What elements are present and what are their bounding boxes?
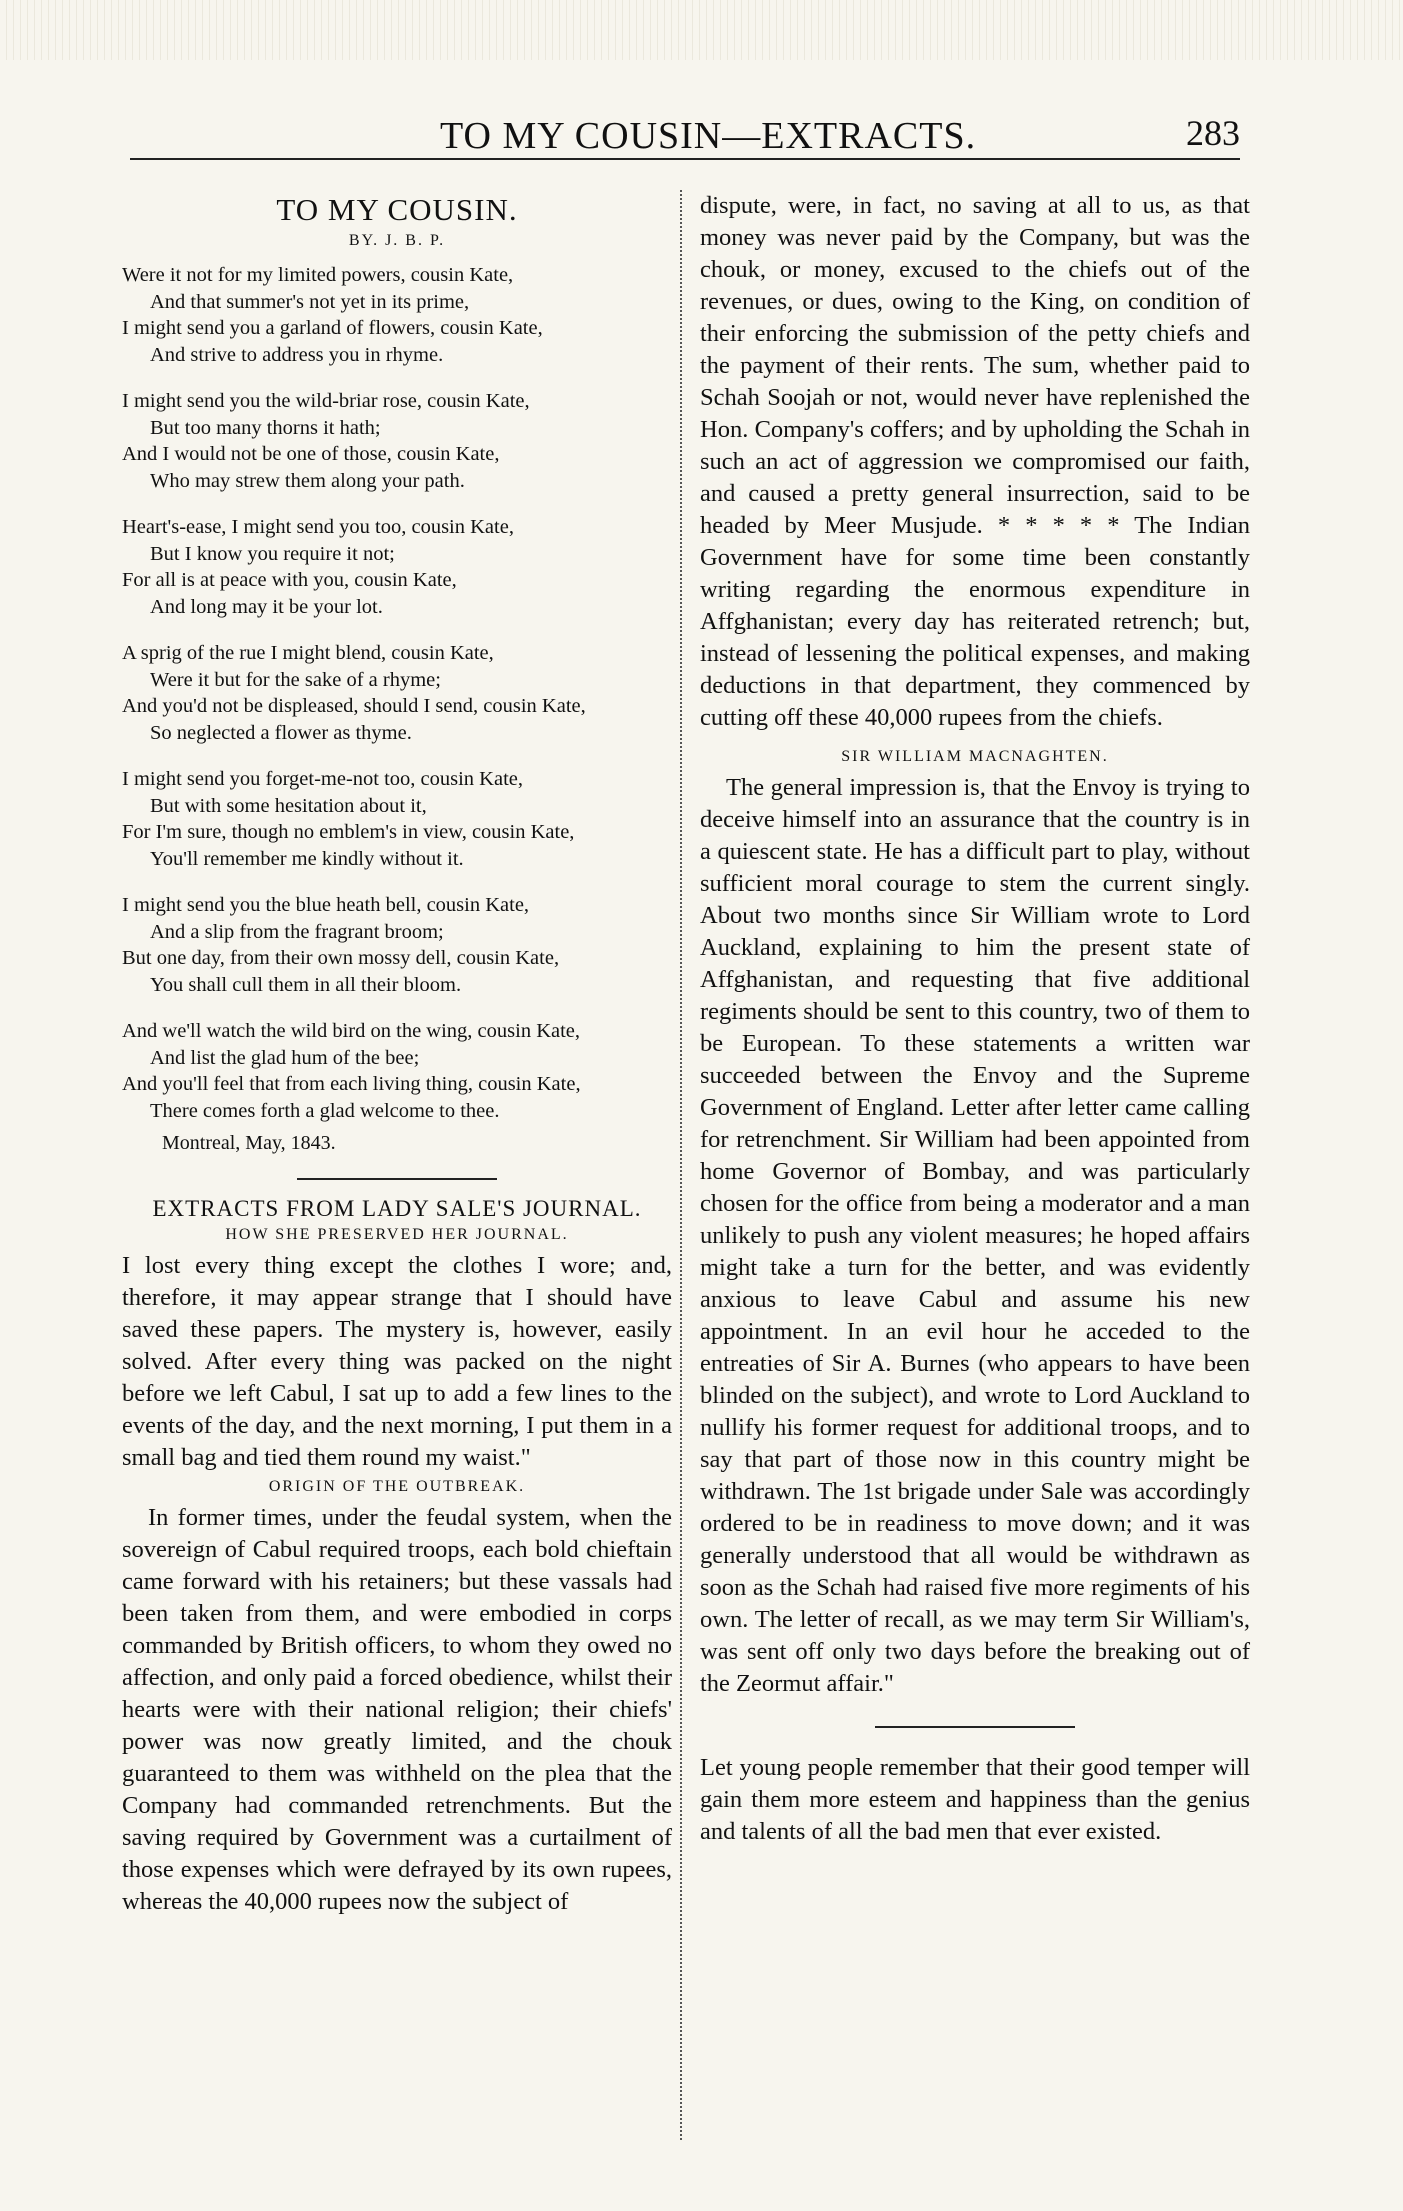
poem-line: And we'll watch the wild bird on the wing, cousin Kate, (122, 1020, 581, 1042)
poem-line: So neglected a flower as thyme. (150, 721, 412, 744)
poem-stanza (122, 892, 672, 998)
right-column (700, 190, 1250, 1848)
poem-line: But too many thorns it hath; (150, 416, 381, 439)
poem-stanza (122, 766, 672, 872)
poem-line: Heart's-ease, I might send you too, cousin Kate, (122, 516, 514, 538)
poem-dateline: Montreal, May, 1843. (162, 1132, 336, 1154)
origin-heading: ORIGIN OF THE OUTBREAK. (268, 1478, 526, 1495)
poem-line: But with some hesitation about it, (150, 794, 427, 817)
extracts-title: EXTRACTS FROM LADY SALE'S JOURNAL. (152, 1196, 642, 1221)
closing-rule (875, 1726, 1075, 1728)
poem-byline: BY. J. B. P. (348, 232, 446, 249)
poem-line: And you'd not be displeased, should I send, cousin Kate, (122, 695, 586, 717)
poem-line: I might send you forget-me-not too, cousin Kate, (122, 768, 524, 790)
poem-title: TO MY COUSIN. (276, 192, 518, 227)
macnaghten-paragraph: The general impression is, that the Envoy is trying to deceive himself into an assurance that the country is in a quiescent state. He has a difficult part to play, without sufficient moral courage to stem the current singly. About two months since Sir William wrote to Lord Auckland, explaining to him the present state of Affghanistan, and requesting that five additional regiments should be sent to this country, two of them to be European. To these statements a written war succeeded between the Envoy and the Supreme Government of England. Letter after letter came calling for retrenchment. Sir William had been appointed from home Governor of Bombay, and was particularly chosen for the office from being a moderator and a man unlikely to push any violent measures; he hoped affairs might take a turn for the better, and was evidently anxious to leave Cabul and assume his new appointment. In an evil hour he acceded to the entreaties of Sir A. Burnes (who appears to have been blinded on the subject), and wrote to Lord Auckland to nullify his former request for additional troops, and to say that part of those now in this country might be withdrawn. The 1st brigade under Sale was accordingly ordered to be in readiness to move down; and it was generally understood that all would be withdrawn as soon as the Schah had raised five more regiments of his own. The letter of recall, as we may term Sir William's, was sent off only two days before the breaking out of the Zeormut affair." (700, 774, 1250, 1697)
poem-line: Were it not for my limited powers, cousin Kate, (122, 264, 514, 286)
page-number: 283 (1186, 113, 1240, 153)
poem-line: I might send you the blue heath bell, cousin Kate, (122, 894, 530, 916)
poem-stanza (122, 388, 672, 494)
journal-heading: HOW SHE PRESERVED HER JOURNAL. (225, 1226, 569, 1243)
macnaghten-heading: SIR WILLIAM MACNAGHTEN. (841, 748, 1109, 765)
origin-paragraph-continued: dispute, were, in fact, no saving at all to us, as that money was never paid by the Company, but was the chouk, or money, excused to the chiefs out of the revenues, or dues, owing to the King, on condition of their enforcing the submission of the petty chiefs and the payment of their rents. The sum, whether paid to Schah Soojah or not, would never have replenished the Hon. Company's coffers; and by upholding the Schah in such an act of aggression we compromised our faith, and caused a pretty general insurrection, said to be headed by Meer Musjude. * * * * * The Indian Government have for some time been constantly writing regarding the enormous expenditure in Affghanistan; every day has reiterated retrench; but, instead of lessening the political expenses, and making deductions in that department, they commenced by cutting off these 40,000 rupees from the chiefs. (700, 192, 1250, 731)
poem-stanza (122, 1018, 672, 1124)
poem-line: For all is at peace with you, cousin Kate, (122, 569, 457, 591)
poem-line: There comes forth a glad welcome to thee. (150, 1099, 500, 1122)
journal-paragraph: I lost every thing except the clothes I wore; and, therefore, it may appear strange that I should have saved these papers. The mystery is, however, easily solved. After every thing was packed on the night before we left Cabul, I sat up to add a few lines to the events of the day, and the next morning, I put them in a small bag and tied them round my waist." (122, 1252, 672, 1471)
poem-line: But I know you require it not; (150, 542, 395, 565)
poem-line: And strive to address you in rhyme. (150, 343, 444, 366)
poem-stanza (122, 262, 672, 368)
poem-line: But one day, from their own mossy dell, cousin Kate, (122, 947, 560, 969)
column-divider (680, 190, 683, 2140)
origin-paragraph: In former times, under the feudal system, when the sovereign of Cabul required troops, each bold chieftain came forward with his retainers; but these vassals had been taken from them, and were embodied in corps commanded by British officers, to whom they owed no affection, and only paid a forced obedience, whilst their hearts were with their national religion; their chiefs' power was now greatly limited, and the chouk guaranteed to them was withheld on the plea that the Company had commanded retrenchments. But the saving required by Government was a curtailment of those expenses which were defrayed by its own rupees, whereas the 40,000 rupees now the subject of (122, 1504, 672, 1915)
running-title: TO MY COUSIN—EXTRACTS. (440, 115, 977, 157)
poem-line: And list the glad hum of the bee; (150, 1046, 420, 1069)
poem-line: And long may it be your lot. (150, 595, 383, 618)
poem-line: A sprig of the rue I might blend, cousin Kate, (122, 642, 494, 664)
poem-line: And I would not be one of those, cousin Kate, (122, 443, 500, 465)
poem-stanza (122, 514, 672, 620)
left-column (122, 190, 672, 1918)
poem-line: You'll remember me kindly without it. (150, 847, 464, 870)
poem-line: I might send you the wild-briar rose, cousin Kate, (122, 390, 530, 412)
poem-line: You shall cull them in all their bloom. (150, 973, 462, 996)
poem-line: Were it but for the sake of a rhyme; (150, 668, 441, 691)
closing-paragraph: Let young people remember that their good temper will gain them more esteem and happiness than the genius and talents of all the bad men that ever existed. (700, 1754, 1250, 1845)
page-top-noise (0, 0, 1403, 60)
poem-line: For I'm sure, though no emblem's in view, cousin Kate, (122, 821, 575, 843)
poem-line: Who may strew them along your path. (150, 469, 465, 492)
poem-line: And you'll feel that from each living thing, cousin Kate, (122, 1073, 581, 1095)
poem-line: And a slip from the fragrant broom; (150, 920, 444, 943)
page-header (130, 110, 1240, 160)
section-rule (297, 1178, 497, 1180)
poem-stanza (122, 640, 672, 746)
poem-line: I might send you a garland of flowers, cousin Kate, (122, 317, 543, 339)
poem-line: And that summer's not yet in its prime, (150, 290, 470, 313)
